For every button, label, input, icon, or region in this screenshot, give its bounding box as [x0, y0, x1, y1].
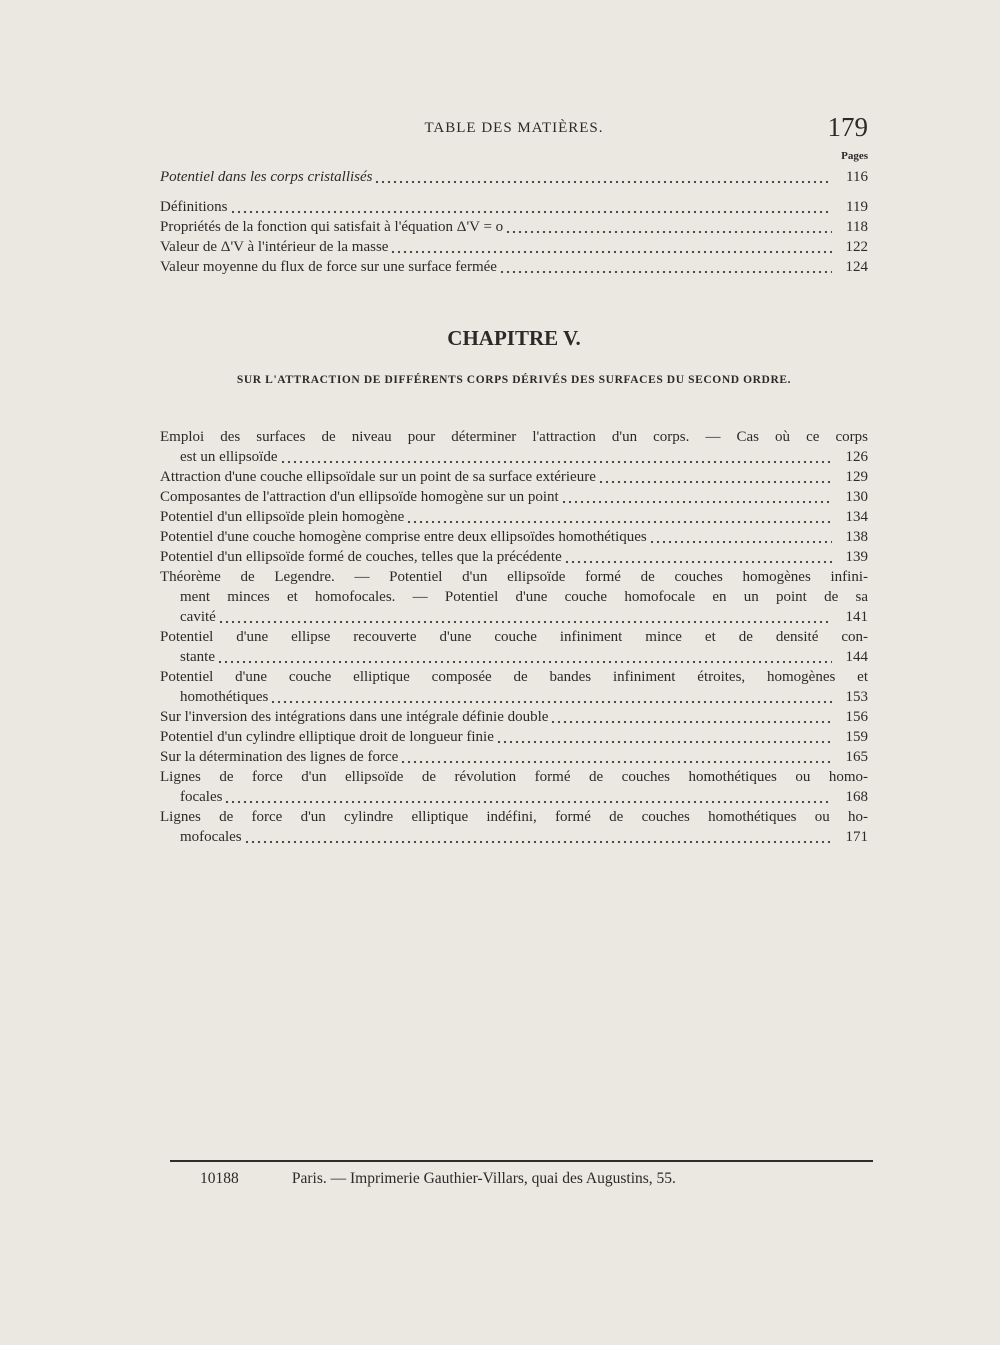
leader-dots — [217, 647, 832, 667]
toc-entry-text: Attraction d'une couche ellipsoïdale sur un point de sa surface extérieure — [160, 469, 596, 485]
toc-entry-line: Théorème de Legendre. — Potentiel d'un ellipsoïde formé de couches homogènes infini- — [160, 569, 868, 585]
toc-entry — [160, 727, 868, 747]
toc-entry-page: 171 — [845, 829, 868, 845]
toc-entry — [160, 667, 868, 707]
toc-entry-page: 119 — [846, 199, 868, 215]
toc-entry-text: Sur la détermination des lignes de force — [160, 749, 399, 765]
toc-entry-page: 134 — [845, 509, 868, 525]
leader-dots — [244, 827, 832, 847]
leader-dots — [649, 527, 832, 547]
leader-dots — [270, 687, 832, 707]
toc-entry-line: est un ellipsoïde — [180, 449, 278, 465]
chapter-subtitle: SUR L'ATTRACTION DE DIFFÉRENTS CORPS DÉRIVÉS DES SURFACES DU SECOND ORDRE. — [236, 374, 792, 386]
toc-entry — [160, 167, 868, 187]
leader-dots — [564, 547, 832, 567]
toc-entry-page: 159 — [845, 729, 868, 745]
toc-entry-text: Potentiel d'une couche homogène comprise entre deux ellipsoïdes homothétiques — [160, 529, 647, 545]
leader-dots — [550, 707, 832, 727]
toc-entry — [160, 467, 868, 487]
toc-entry — [160, 427, 868, 467]
leader-dots — [400, 747, 832, 767]
leader-dots — [218, 607, 832, 627]
toc-entry-page: 153 — [845, 689, 868, 705]
toc-entry-text: Valeur de Δ'V à l'intérieur de la masse — [160, 239, 389, 255]
toc-entry-page: 124 — [845, 259, 868, 275]
running-head — [160, 112, 868, 146]
leader-dots — [499, 257, 832, 277]
toc-entry — [160, 197, 868, 217]
toc-entry-text: Potentiel d'un cylindre elliptique droit de longueur finie — [160, 729, 494, 745]
toc-entry-line: homothétiques — [180, 689, 269, 705]
leader-dots — [406, 507, 832, 527]
toc-entry-page: 129 — [845, 469, 868, 485]
toc-entry-text: Composantes de l'attraction d'un ellipsoïde homogène sur un point — [160, 489, 559, 505]
toc-entry — [160, 627, 868, 667]
toc-entry-line: focales — [180, 789, 223, 805]
toc-entry-text: Sur l'inversion des intégrations dans une intégrale définie double — [160, 709, 549, 725]
toc-entry — [160, 747, 868, 767]
toc-entry-line: Lignes de force d'un cylindre elliptique indéfini, formé de couches homothétiques ou ho- — [160, 809, 868, 825]
toc-entry-page: 122 — [845, 239, 868, 255]
toc-entry — [160, 547, 868, 567]
toc-entry-page: 139 — [845, 549, 868, 565]
toc-entry-line: Potentiel d'une couche elliptique composée de bandes infiniment étroites, homogènes et — [160, 669, 868, 685]
page-number: 179 — [827, 112, 868, 142]
leader-dots — [561, 487, 832, 507]
imprint-text: Paris. — Imprimerie Gauthier-Villars, quai des Augustins, 55. — [291, 1170, 676, 1187]
toc-entry-text: Définitions — [160, 199, 228, 215]
leader-dots — [230, 197, 833, 217]
toc-entry-line: Potentiel d'une ellipse recouverte d'une couche infiniment mince et de densité con- — [160, 629, 868, 645]
toc-entry-line: Emploi des surfaces de niveau pour déterminer l'attraction d'un corps. — Cas où ce corps — [160, 429, 868, 445]
toc-entry-page: 130 — [845, 489, 868, 505]
chapter-title: CHAPITRE V. — [447, 326, 581, 350]
toc-entry — [160, 807, 868, 847]
toc-entry-page: 168 — [845, 789, 868, 805]
leader-dots — [280, 447, 833, 467]
toc-entry-page: 138 — [845, 529, 868, 545]
leader-dots — [390, 237, 832, 257]
toc-entry-text: Potentiel d'un ellipsoïde plein homogène — [160, 509, 405, 525]
toc-entry-line: stante — [180, 649, 215, 665]
toc-entry — [160, 217, 868, 237]
print-code: 10188 — [200, 1170, 239, 1187]
toc-entry-page: 165 — [845, 749, 868, 765]
leader-dots — [598, 467, 832, 487]
printer-imprint — [200, 1170, 880, 1188]
toc-entry-page: 118 — [846, 219, 868, 235]
toc-entry-text: Potentiel d'un ellipsoïde formé de couches, telles que la précédente — [160, 549, 562, 565]
toc-entry — [160, 567, 868, 627]
toc-entry-line: cavité — [180, 609, 216, 625]
leader-dots — [374, 167, 832, 187]
leader-dots — [496, 727, 832, 747]
leader-dots — [505, 217, 832, 237]
pages-column-label: Pages — [841, 150, 868, 162]
running-title: TABLE DES MATIÈRES. — [424, 120, 604, 136]
toc-entry-line: mofocales — [180, 829, 242, 845]
toc-entry — [160, 487, 868, 507]
toc-entry-page: 116 — [846, 169, 868, 185]
toc-entry-page: 141 — [845, 609, 868, 625]
toc-entry — [160, 527, 868, 547]
toc-entry — [160, 507, 868, 527]
toc-section-top — [160, 167, 868, 277]
toc-entry-page: 126 — [845, 449, 868, 465]
toc-entry-page: 144 — [845, 649, 868, 665]
toc-entry-page: 156 — [845, 709, 868, 725]
toc-entry — [160, 767, 868, 807]
toc-entry — [160, 707, 868, 727]
toc-section-chapter — [160, 427, 868, 847]
footer-rule — [170, 1160, 873, 1162]
toc-entry — [160, 257, 868, 277]
toc-entry-line: ment minces et homofocales. — Potentiel d'une couche homofocale en un point de sa — [180, 589, 868, 605]
leader-dots — [224, 787, 832, 807]
toc-entry — [160, 237, 868, 257]
toc-entry-line: Lignes de force d'un ellipsoïde de révolution formé de couches homothétiques ou homo- — [160, 769, 868, 785]
toc-entry-text: Valeur moyenne du flux de force sur une surface fermée — [160, 259, 497, 275]
toc-entry-text: Propriétés de la fonction qui satisfait à l'équation Δ'V = o — [160, 219, 504, 235]
toc-entry-text: Potentiel dans les corps cristallisés — [160, 169, 373, 185]
